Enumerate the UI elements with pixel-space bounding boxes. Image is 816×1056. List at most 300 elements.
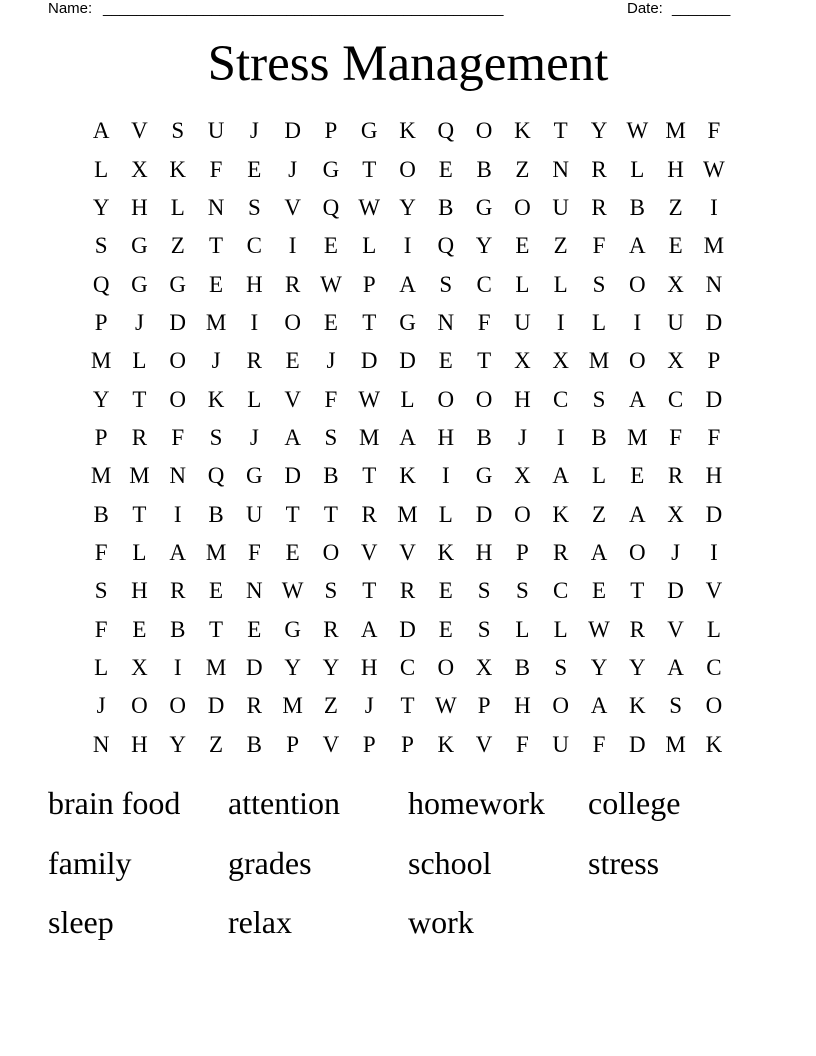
grid-letter: V	[284, 194, 301, 220]
grid-letter: Q	[207, 463, 225, 489]
grid-letter: O	[437, 654, 455, 680]
grid-letter: A	[360, 616, 378, 642]
grid-letter: J	[517, 424, 527, 450]
grid-letter: S	[516, 578, 529, 604]
grid-letter: S	[592, 386, 606, 412]
grid-letter: R	[361, 501, 377, 527]
grid-letter: G	[169, 271, 187, 297]
word-bank-item: brain food	[48, 785, 181, 821]
grid-letter: Z	[323, 693, 338, 719]
grid-letter: D	[705, 501, 723, 527]
grid-letter: M	[90, 348, 112, 374]
grid-letter: J	[134, 309, 144, 335]
grid-letter: K	[514, 118, 531, 144]
grid-letter: O	[169, 348, 187, 374]
grid-letter: F	[171, 424, 185, 450]
grid-letter: J	[671, 539, 681, 565]
grid-letter: Q	[437, 118, 455, 144]
word-bank-item: attention	[228, 785, 340, 821]
grid-letter: G	[475, 194, 493, 220]
grid-letter: D	[284, 118, 301, 144]
grid-letter: H	[246, 271, 263, 297]
word-bank-item: college	[588, 785, 681, 821]
grid-letter: D	[169, 309, 187, 335]
grid-letter: V	[284, 386, 301, 412]
grid-letter: O	[628, 539, 646, 565]
grid-letter: A	[399, 271, 416, 297]
word-bank-item: sleep	[48, 904, 114, 940]
grid-letter: O	[131, 693, 148, 719]
grid-letter: P	[707, 348, 721, 374]
grid-letter: A	[667, 654, 684, 680]
grid-letter: Y	[169, 731, 187, 757]
grid-letter: I	[710, 194, 718, 220]
grid-letter: V	[705, 578, 723, 604]
grid-letter: I	[173, 501, 182, 527]
grid-letter: K	[552, 501, 570, 527]
grid-letter: T	[362, 578, 377, 604]
grid-letter: Y	[475, 233, 493, 259]
grid-letter: I	[403, 233, 412, 259]
grid-letter: E	[209, 578, 224, 604]
grid-letter: T	[477, 348, 492, 374]
grid-letter: E	[209, 271, 224, 297]
grid-letter: Y	[590, 118, 608, 144]
grid-letter: F	[94, 616, 108, 642]
grid-letter: R	[667, 463, 684, 489]
grid-letter: V	[399, 539, 416, 565]
grid-letter: D	[667, 578, 684, 604]
grid-letter: O	[475, 118, 493, 144]
grid-letter: G	[246, 463, 263, 489]
grid-letter: E	[438, 156, 453, 182]
grid-letter: D	[628, 731, 646, 757]
grid-letter: C	[246, 233, 262, 259]
grid-letter: W	[358, 194, 381, 220]
grid-letter: Z	[170, 233, 185, 259]
grid-letter: E	[591, 578, 607, 604]
grid-letter: R	[131, 424, 148, 450]
grid-letter: R	[246, 348, 262, 374]
grid-letter: N	[92, 731, 110, 757]
grid-letter: L	[438, 501, 453, 527]
grid-letter: M	[703, 233, 725, 259]
grid-letter: K	[437, 731, 455, 757]
grid-letter: V	[131, 118, 148, 144]
grid-letter: F	[592, 731, 606, 757]
grid-letter: X	[667, 271, 684, 297]
grid-letter: R	[323, 616, 339, 642]
grid-letter: T	[132, 386, 147, 412]
grid-letter: W	[703, 156, 725, 182]
grid-letter: I	[710, 539, 718, 565]
grid-letter: R	[246, 693, 262, 719]
grid-letter: E	[630, 463, 645, 489]
grid-letter: D	[399, 348, 416, 374]
grid-letter: D	[246, 654, 263, 680]
word-bank-item: homework	[408, 785, 545, 821]
grid-letter: H	[514, 386, 531, 412]
grid-letter: P	[324, 118, 338, 144]
grid-letter: T	[209, 233, 224, 259]
grid-letter: D	[705, 309, 723, 335]
grid-letter: U	[667, 309, 684, 335]
grid-letter: T	[323, 501, 338, 527]
grid-letter: W	[434, 693, 457, 719]
word-bank-item: work	[408, 904, 474, 940]
grid-letter: M	[129, 463, 150, 489]
word-bank-item: family	[48, 844, 132, 881]
grid-letter: R	[553, 539, 569, 565]
grid-letter: A	[628, 386, 646, 412]
grid-letter: S	[439, 271, 453, 297]
grid-letter: V	[322, 731, 340, 757]
grid-letter: J	[249, 118, 259, 144]
grid-letter: M	[205, 539, 227, 565]
grid-letter: N	[246, 578, 263, 604]
grid-letter: J	[249, 424, 259, 450]
grid-letter: Z	[591, 501, 607, 527]
grid-letter: O	[628, 348, 646, 374]
grid-letter: O	[514, 194, 531, 220]
name-label: Name:	[48, 0, 93, 17]
grid-letter: Y	[92, 194, 110, 220]
grid-letter: L	[247, 386, 262, 412]
grid-letter: P	[477, 693, 491, 719]
grid-letter: B	[476, 156, 492, 182]
grid-letter: G	[399, 309, 416, 335]
grid-letter: J	[326, 348, 336, 374]
grid-letter: D	[475, 501, 493, 527]
grid-letter: C	[553, 578, 569, 604]
grid-letter: A	[399, 424, 416, 450]
grid-letter: X	[131, 654, 148, 680]
grid-letter: L	[94, 654, 109, 680]
grid-letter: Y	[322, 654, 340, 680]
grid-letter: H	[131, 194, 148, 220]
grid-letter: O	[552, 693, 570, 719]
grid-letter: T	[400, 693, 415, 719]
grid-letter: R	[591, 194, 607, 220]
grid-letter: S	[171, 118, 185, 144]
grid-letter: B	[93, 501, 109, 527]
grid-letter: E	[438, 348, 453, 374]
grid-letter: N	[705, 271, 723, 297]
grid-letter: B	[629, 194, 645, 220]
grid-letter: F	[592, 233, 606, 259]
grid-letter: X	[667, 348, 684, 374]
grid-letter: S	[592, 271, 606, 297]
grid-letter: G	[131, 233, 148, 259]
grid-letter: Y	[399, 194, 416, 220]
grid-letter: O	[169, 386, 187, 412]
grid-letter: P	[94, 424, 108, 450]
grid-letter: F	[516, 731, 529, 757]
grid-letter: L	[630, 156, 645, 182]
grid-letter: T	[362, 463, 377, 489]
grid-letter: P	[516, 539, 529, 565]
grid-letter: K	[437, 539, 455, 565]
word-bank-item: school	[408, 844, 492, 881]
page-title: Stress Management	[207, 36, 609, 92]
grid-letter: I	[250, 309, 259, 335]
grid-letter: M	[397, 501, 418, 527]
grid-letter: I	[173, 654, 182, 680]
grid-letter: J	[96, 693, 106, 719]
grid-letter: L	[515, 271, 530, 297]
grid-letter: R	[170, 578, 186, 604]
grid-letter: K	[399, 463, 416, 489]
grid-letter: L	[94, 156, 109, 182]
grid-letter: R	[399, 578, 416, 604]
grid-letter: L	[400, 386, 415, 412]
grid-letter: M	[205, 654, 227, 680]
grid-letter: F	[707, 424, 721, 450]
grid-letter: S	[554, 654, 568, 680]
grid-letter: S	[324, 578, 338, 604]
grid-letter: D	[360, 348, 378, 374]
grid-letter: X	[552, 348, 570, 374]
grid-letter: B	[170, 616, 186, 642]
grid-letter: P	[362, 731, 376, 757]
grid-letter: A	[169, 539, 187, 565]
grid-letter: A	[628, 233, 646, 259]
grid-letter: O	[284, 309, 301, 335]
grid-letter: C	[399, 654, 416, 680]
grid-letter: H	[437, 424, 455, 450]
grid-letter: L	[132, 348, 147, 374]
grid-letter: O	[437, 386, 455, 412]
grid-letter: V	[475, 731, 493, 757]
grid-letter: P	[286, 731, 300, 757]
date-field-line: _______	[672, 0, 731, 17]
grid-letter: F	[209, 156, 223, 182]
grid-letter: E	[285, 348, 300, 374]
grid-letter: G	[284, 616, 301, 642]
grid-letter: M	[627, 424, 648, 450]
grid-letter: C	[667, 386, 684, 412]
grid-letter: E	[323, 233, 338, 259]
grid-letter: Z	[209, 731, 224, 757]
grid-letter: E	[132, 616, 147, 642]
grid-letter: H	[131, 578, 148, 604]
name-field-line: ________________________________________________	[103, 0, 504, 17]
grid-letter: S	[477, 616, 491, 642]
grid-letter: E	[438, 616, 453, 642]
grid-letter: K	[169, 156, 187, 182]
grid-letter: U	[514, 309, 531, 335]
grid-letter: A	[552, 463, 570, 489]
grid-letter: D	[399, 616, 416, 642]
grid-letter: L	[591, 463, 607, 489]
word-bank	[48, 781, 768, 960]
grid-letter: Y	[590, 654, 608, 680]
grid-letter: S	[324, 424, 338, 450]
grid-letter: E	[247, 616, 262, 642]
grid-letter: S	[209, 424, 223, 450]
word-bank-item: relax	[228, 904, 292, 940]
grid-letter: X	[131, 156, 148, 182]
grid-letter: T	[362, 156, 377, 182]
grid-letter: J	[211, 348, 221, 374]
grid-letter: W	[320, 271, 342, 297]
word-search-grid	[82, 112, 733, 764]
grid-letter: A	[590, 539, 608, 565]
grid-letter: H	[514, 693, 531, 719]
grid-letter: L	[515, 616, 530, 642]
grid-letter: T	[209, 616, 224, 642]
grid-letter: S	[247, 194, 261, 220]
grid-letter: U	[246, 501, 263, 527]
grid-letter: O	[322, 539, 340, 565]
grid-letter: U	[552, 731, 570, 757]
grid-letter: I	[441, 463, 450, 489]
grid-letter: O	[705, 693, 723, 719]
grid-letter: E	[323, 309, 338, 335]
grid-letter: W	[626, 118, 649, 144]
grid-letter: K	[705, 731, 723, 757]
grid-letter: M	[205, 309, 227, 335]
grid-letter: R	[284, 271, 301, 297]
grid-letter: X	[667, 501, 684, 527]
grid-letter: A	[628, 501, 646, 527]
grid-letter: L	[362, 233, 377, 259]
grid-letter: P	[401, 731, 414, 757]
grid-letter: T	[285, 501, 300, 527]
grid-letter: A	[284, 424, 301, 450]
grid-letter: M	[90, 463, 112, 489]
grid-letter: W	[588, 616, 610, 642]
grid-letter: E	[515, 233, 530, 259]
grid-letter: Z	[553, 233, 568, 259]
grid-letter: B	[208, 501, 224, 527]
grid-letter: O	[628, 271, 646, 297]
grid-letter: B	[591, 424, 607, 450]
grid-letter: X	[514, 463, 531, 489]
grid-letter: B	[246, 731, 262, 757]
grid-letter: C	[706, 654, 722, 680]
grid-letter: K	[628, 693, 646, 719]
grid-letter: Z	[668, 194, 683, 220]
grid-letter: M	[588, 348, 610, 374]
grid-letter: V	[360, 539, 378, 565]
grid-letter: S	[669, 693, 682, 719]
grid-letter: L	[553, 616, 568, 642]
grid-letter: D	[705, 386, 723, 412]
grid-letter: D	[284, 463, 301, 489]
grid-letter: B	[438, 194, 454, 220]
grid-letter: O	[169, 693, 187, 719]
grid-letter: F	[669, 424, 682, 450]
grid-letter: E	[247, 156, 262, 182]
grid-letter: S	[477, 578, 491, 604]
grid-letter: H	[667, 156, 684, 182]
grid-letter: G	[322, 156, 340, 182]
grid-letter: F	[707, 118, 721, 144]
grid-letter: H	[131, 731, 148, 757]
grid-letter: U	[552, 194, 570, 220]
grid-letter: S	[94, 578, 108, 604]
grid-letter: L	[132, 539, 147, 565]
grid-letter: O	[475, 386, 493, 412]
grid-letter: A	[92, 118, 110, 144]
grid-letter: G	[475, 463, 493, 489]
grid-letter: N	[207, 194, 225, 220]
grid-letter: N	[169, 463, 187, 489]
grid-letter: B	[323, 463, 339, 489]
grid-letter: E	[438, 578, 453, 604]
grid-letter: Q	[437, 233, 455, 259]
grid-letter: Y	[284, 654, 301, 680]
word-bank-item: grades	[228, 844, 312, 881]
grid-letter: X	[475, 654, 493, 680]
grid-letter: F	[324, 386, 338, 412]
grid-letter: O	[399, 156, 416, 182]
grid-letter: Q	[322, 194, 340, 220]
grid-letter: R	[591, 156, 607, 182]
grid-letter: D	[207, 693, 225, 719]
grid-letter: J	[364, 693, 374, 719]
grid-letter: F	[94, 539, 108, 565]
date-label: Date:	[627, 0, 663, 17]
grid-letter: I	[633, 309, 642, 335]
grid-letter: L	[553, 271, 568, 297]
grid-letter: Y	[628, 654, 646, 680]
grid-letter: T	[362, 309, 377, 335]
grid-letter: I	[556, 424, 565, 450]
grid-letter: O	[514, 501, 531, 527]
grid-letter: M	[359, 424, 380, 450]
grid-letter: Q	[92, 271, 110, 297]
grid-letter: K	[207, 386, 225, 412]
grid-letter: Y	[92, 386, 110, 412]
grid-letter: N	[552, 156, 570, 182]
grid-letter: F	[247, 539, 261, 565]
grid-letter: H	[705, 463, 723, 489]
grid-letter: K	[399, 118, 416, 144]
grid-letter: S	[94, 233, 108, 259]
grid-letter: N	[437, 309, 455, 335]
grid-letter: H	[475, 539, 493, 565]
grid-letter: E	[285, 539, 300, 565]
grid-letter: F	[477, 309, 491, 335]
grid-letter: V	[667, 616, 684, 642]
grid-letter: J	[288, 156, 298, 182]
grid-letter: B	[514, 654, 531, 680]
grid-letter: X	[514, 348, 531, 374]
grid-letter: I	[556, 309, 565, 335]
grid-letter: R	[629, 616, 645, 642]
grid-letter: A	[590, 693, 608, 719]
grid-letter: M	[665, 118, 686, 144]
grid-letter: I	[288, 233, 297, 259]
grid-letter: B	[476, 424, 492, 450]
grid-letter: L	[706, 616, 721, 642]
grid-letter: W	[358, 386, 381, 412]
grid-letter: M	[282, 693, 303, 719]
grid-letter: P	[94, 309, 108, 335]
grid-letter: P	[362, 271, 376, 297]
grid-letter: M	[665, 731, 686, 757]
grid-letter: U	[207, 118, 225, 144]
grid-letter: T	[132, 501, 147, 527]
grid-letter: W	[281, 578, 304, 604]
grid-letter: L	[591, 309, 607, 335]
grid-letter: C	[476, 271, 492, 297]
grid-letter: C	[553, 386, 569, 412]
grid-letter: G	[360, 118, 378, 144]
word-bank-item: stress	[588, 844, 660, 881]
